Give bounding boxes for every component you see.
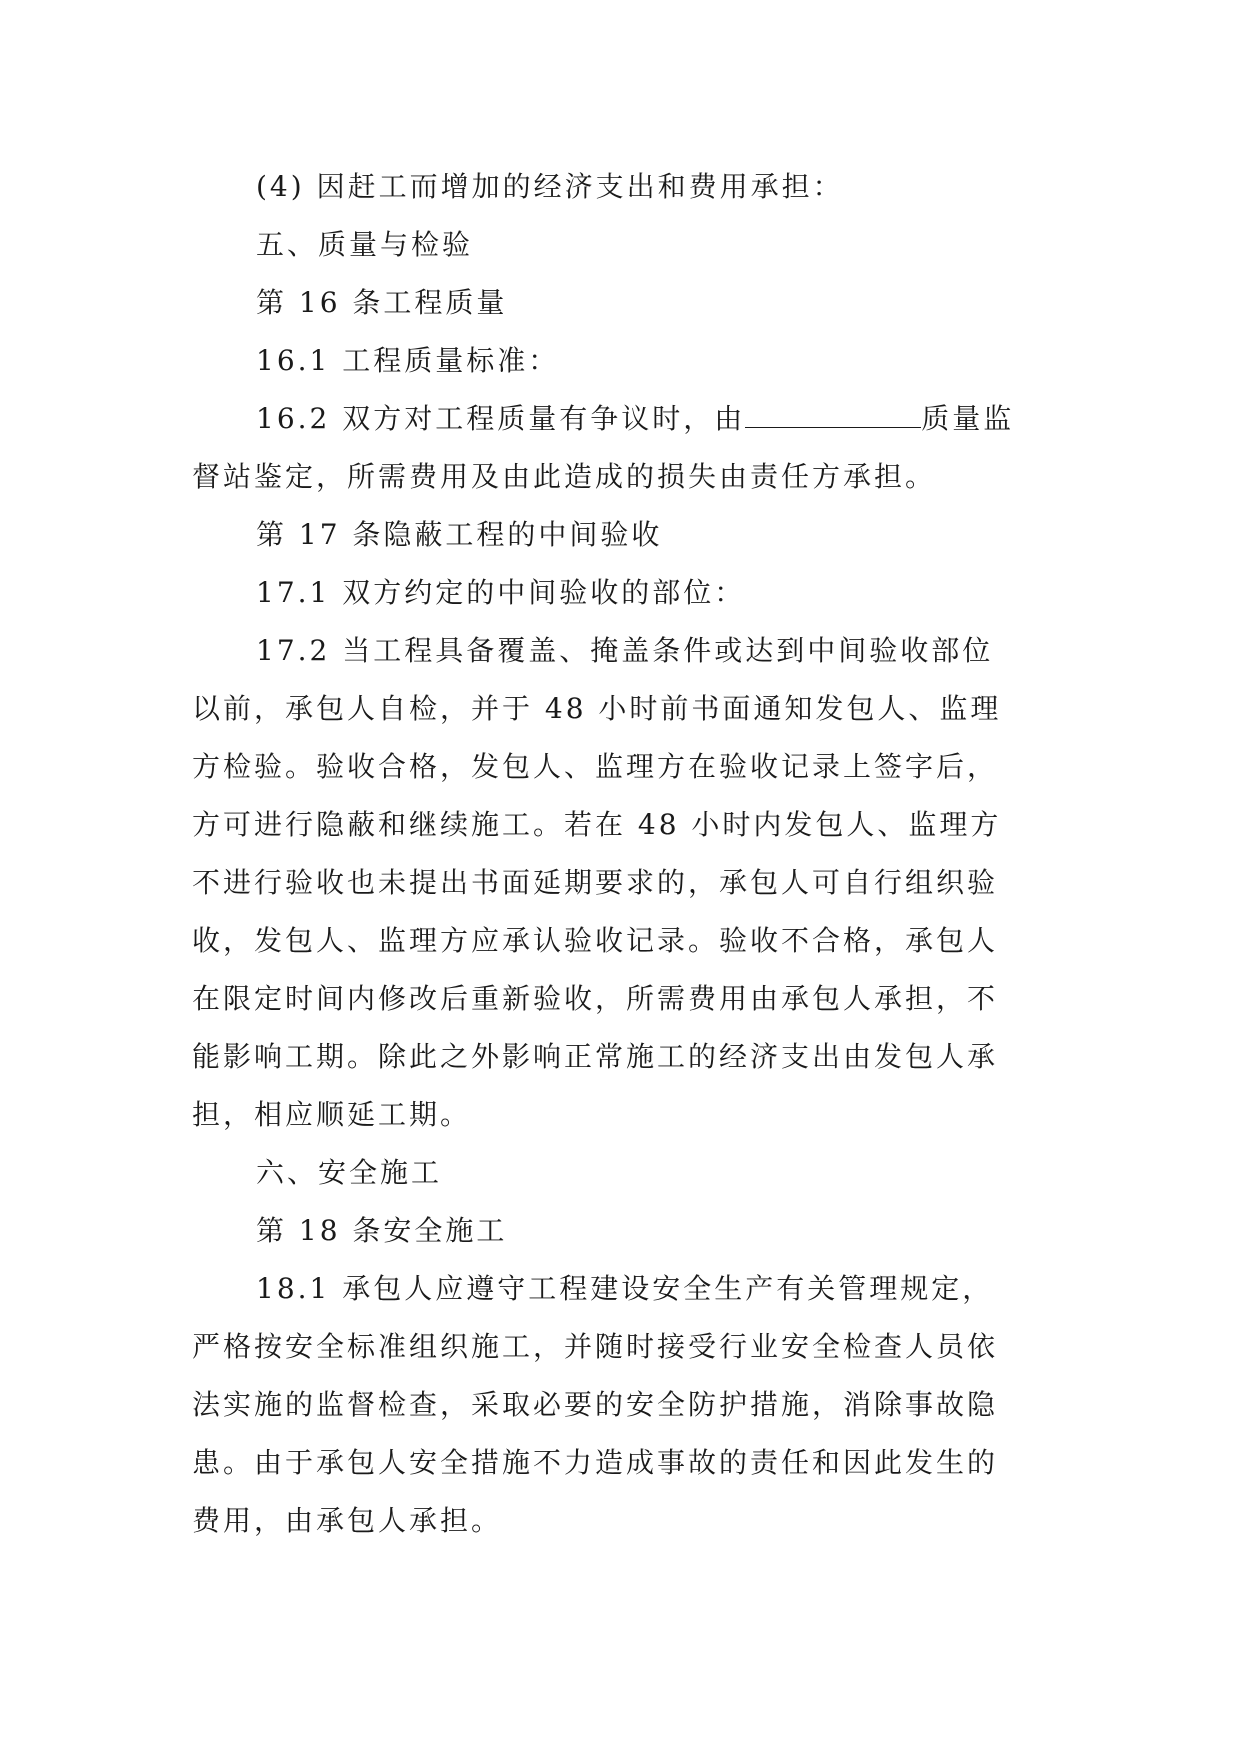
text-line: 收，发包人、监理方应承认验收记录。验收不合格，承包人 bbox=[192, 924, 999, 957]
text-line: 17.1 双方约定的中间验收的部位： bbox=[256, 576, 746, 609]
text-segment: 16.2 双方对工程质量有争议时，由 bbox=[256, 402, 746, 435]
text-line: 法实施的监督检查，采取必要的安全防护措施，消除事故隐 bbox=[192, 1388, 999, 1421]
text-line-with-blank bbox=[192, 390, 1064, 448]
text-line: 17.2 当工程具备覆盖、掩盖条件或达到中间验收部位 bbox=[256, 634, 994, 667]
article-heading: 第 16 条工程质量 bbox=[256, 286, 508, 319]
fill-in-blank bbox=[745, 401, 921, 428]
text-line: 18.1 承包人应遵守工程建设安全生产有关管理规定， bbox=[256, 1272, 994, 1305]
text-line: 费用，由承包人承担。 bbox=[192, 1504, 503, 1537]
text-line: 在限定时间内修改后重新验收，所需费用由承包人承担，不 bbox=[192, 982, 999, 1015]
text-segment: 质量监 bbox=[921, 402, 1015, 435]
text-line: 患。由于承包人安全措施不力造成事故的责任和因此发生的 bbox=[192, 1446, 999, 1479]
article-heading: 第 17 条隐蔽工程的中间验收 bbox=[256, 518, 663, 551]
text-line: 督站鉴定，所需费用及由此造成的损失由责任方承担。 bbox=[192, 460, 937, 493]
text-line: 以前，承包人自检，并于 48 小时前书面通知发包人、监理 bbox=[192, 692, 1002, 725]
section-heading: 五、质量与检验 bbox=[256, 228, 474, 261]
text-line: (4) 因赶工而增加的经济支出和费用承担： bbox=[256, 170, 844, 203]
article-heading: 第 18 条安全施工 bbox=[256, 1214, 508, 1247]
text-line: 方可进行隐蔽和继续施工。若在 48 小时内发包人、监理方 bbox=[192, 808, 1002, 841]
text-line: 担，相应顺延工期。 bbox=[192, 1098, 472, 1131]
text-line: 严格按安全标准组织施工，并随时接受行业安全检查人员依 bbox=[192, 1330, 999, 1363]
section-heading: 六、安全施工 bbox=[256, 1156, 443, 1189]
text-line: 能影响工期。除此之外影响正常施工的经济支出由发包人承 bbox=[192, 1040, 999, 1073]
text-line: 不进行验收也未提出书面延期要求的，承包人可自行组织验 bbox=[192, 866, 999, 899]
document-body bbox=[192, 158, 1064, 1550]
text-line: 16.1 工程质量标准： bbox=[256, 344, 560, 377]
text-line: 方检验。验收合格，发包人、监理方在验收记录上签字后， bbox=[192, 750, 999, 783]
